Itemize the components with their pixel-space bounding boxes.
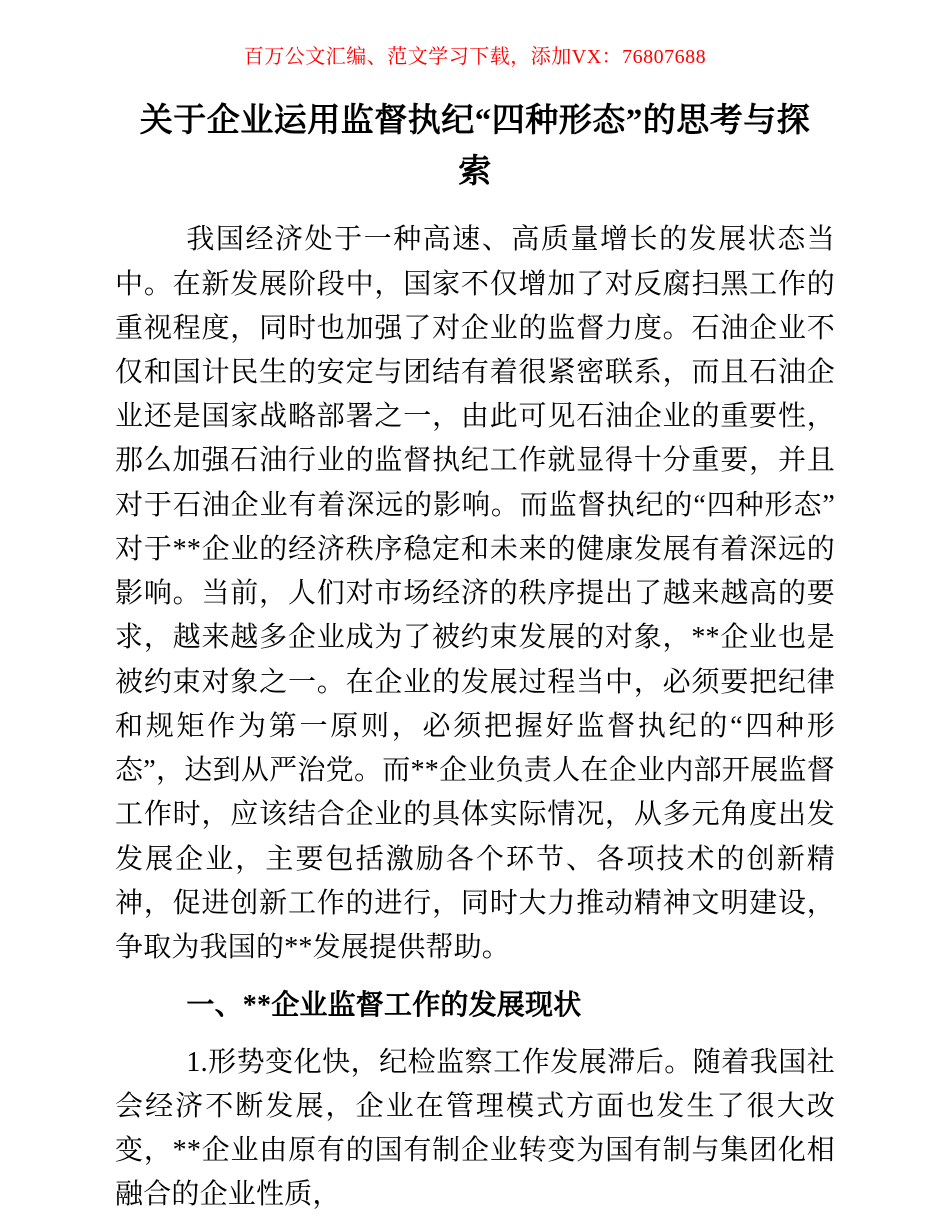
section-heading-1: 一、**企业监督工作的发展现状 [186, 990, 582, 1022]
paragraph-intro: 我国经济处于一种高速、高质量增长的发展状态当中。在新发展阶段中，国家不仅增加了对反腐扫黑工作的重视程度，同时也加强了对企业的监督力度。石油企业不仅和国计民生的安定与团结有着很紧密联系，而且石油企业还是国家战略部署之一，由此可见石油企业的重要性，那么加强石油行业的监督执纪工作就显得十分重要，并且对于石油企业有着深远的影响。而监督执纪的“四种形态”对于**企业的经济秩序稳定和未来的健康发展有着深远的影响。当前，人们对市场经济的秩序提出了越来越高的要求，越来越多企业成为了被约束发展的对象，**企业也是被约束对象之一。在企业的发展过程当中，必须要把纪律和规矩作为第一原则，必须把握好监督执纪的“四种形态”，达到从严治党。而**企业负责人在企业内部开展监督工作时，应该结合企业的具体实际情况，从多元角度出发发展企业，主要包括激励各个环节、各项技术的创新精神，促进创新工作的进行，同时大力推动精神文明建设，争取为我国的**发展提供帮助。 [115, 224, 835, 964]
paragraph-section1-item1: 1.形势变化快，纪检监察工作发展滞后。随着我国社会经济不断发展，企业在管理模式方面也发生了很大改变，**企业由原有的国有制企业转变为国有制与集团化相融合的企业性质， [115, 1046, 835, 1211]
document-title: 关于企业运用监督执纪“四种形态”的思考与探索 [139, 103, 811, 191]
promo-watermark-text: 百万公文汇编、范文学习下载，添加VX：76807688 [243, 46, 707, 68]
